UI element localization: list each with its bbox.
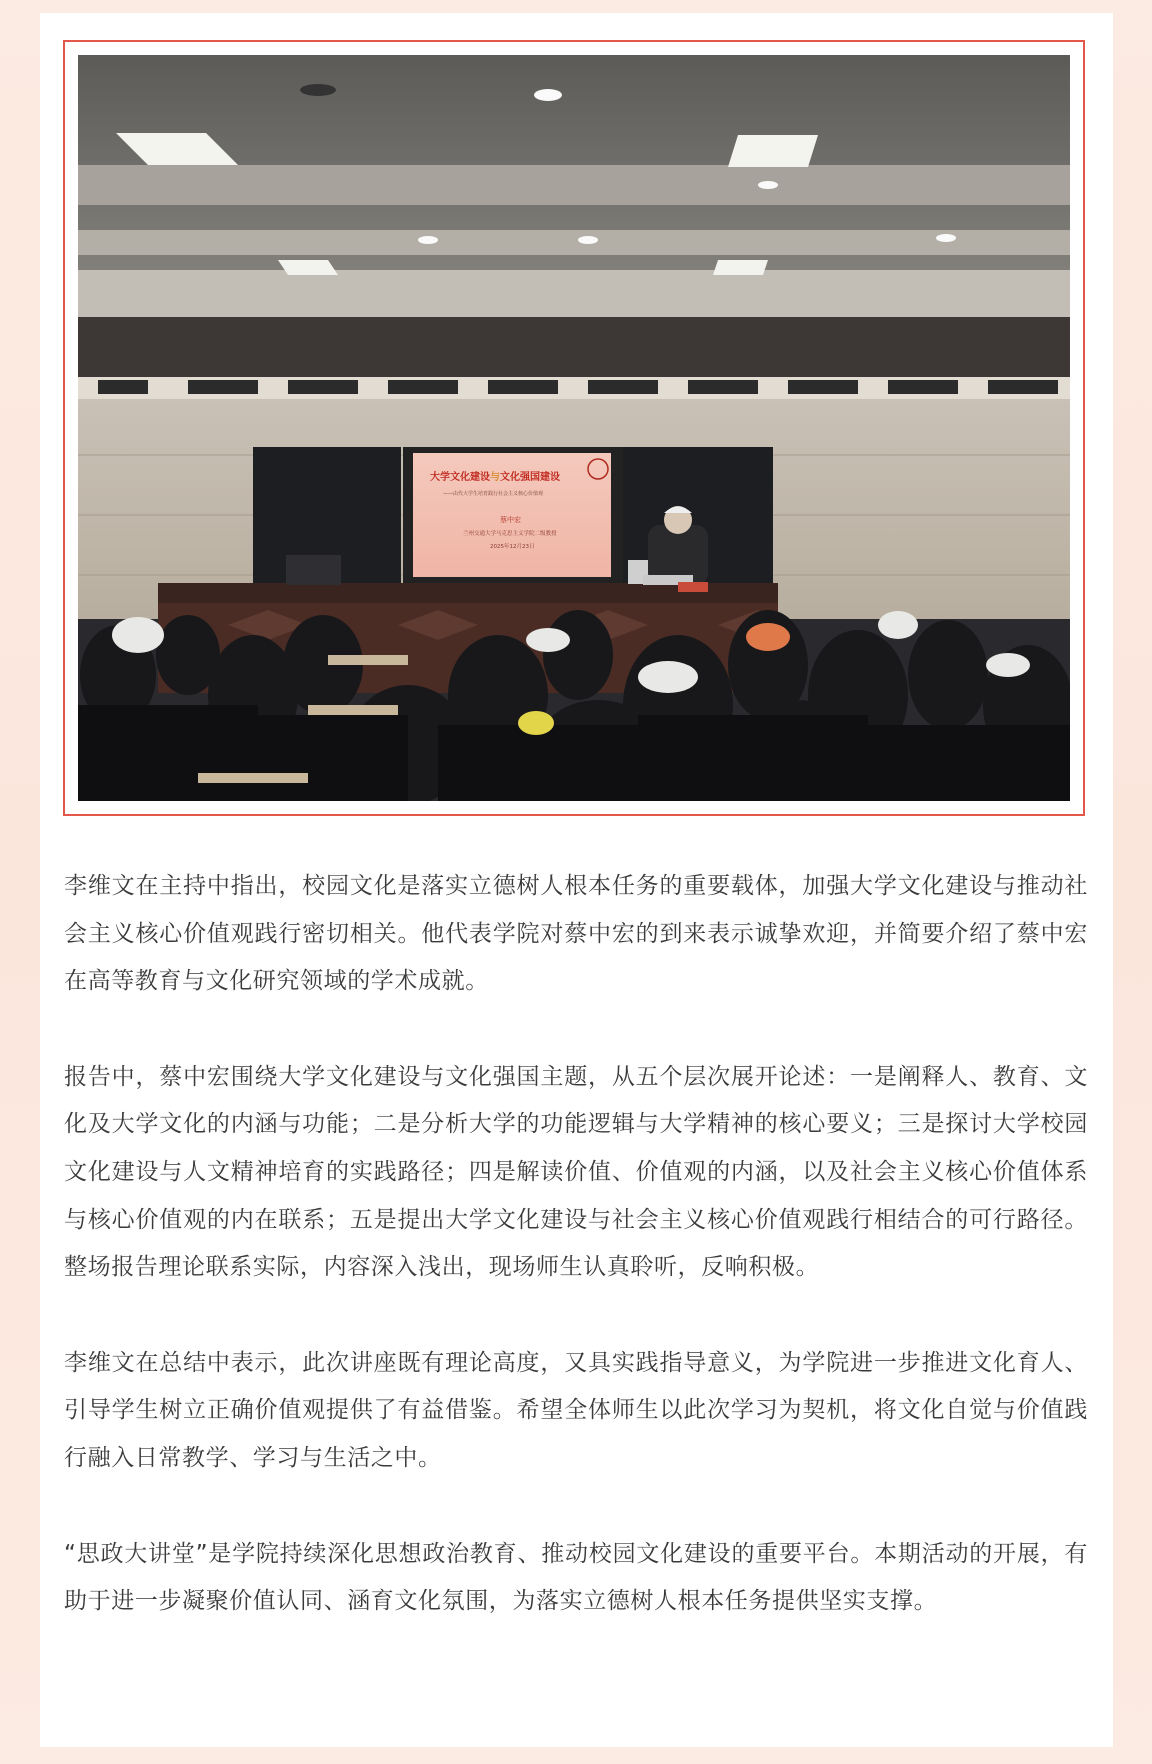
photo-frame: [63, 40, 1085, 816]
article-body: [64, 863, 1088, 1674]
slide-title: 大学文化建设与文化强国建设: [430, 472, 560, 483]
slide-speaker: 蔡中宏: [500, 516, 521, 524]
slide-affiliation: 兰州交通大学马克思主义学院二级教授: [463, 531, 557, 537]
article-paragraph: 报告中，蔡中宏围绕大学文化建设与文化强国主题，从五个层次展开论述：一是阐释人、教育、文化及大学文化的内涵与功能；二是分析大学的功能逻辑与大学精神的核心要义；三是探讨大学校园文化建设与人文精神培育的实践路径；四是解读价值、价值观的内涵，以及社会主义核心价值体系与核心价值观的内在联系；五是提出大学文化建设与社会主义核心价值观践行相结合的可行路径。整场报告理论联系实际，内容深入浅出，现场师生认真聆听，反响积极。: [64, 1063, 1088, 1281]
article-card: [40, 13, 1113, 1747]
lecture-hall-image: [78, 55, 1070, 801]
article-paragraph: “思政大讲堂”是学院持续深化思想政治教育、推动校园文化建设的重要平台。本期活动的开展，有助于进一步凝聚价值认同、涵育文化氛围，为落实立德树人根本任务提供坚实支撑。: [64, 1540, 1088, 1615]
article-paragraph: 李维文在总结中表示，此次讲座既有理论高度，又具实践指导意义，为学院进一步推进文化育人、引导学生树立正确价值观提供了有益借鉴。希望全体师生以此次学习为契机，将文化自觉与价值践行融入日常教学、学习与生活之中。: [64, 1349, 1088, 1471]
slide-subtitle: ——由代大学生培育践行社会主义核心价值观: [443, 491, 544, 497]
lecture-photo[interactable]: [78, 55, 1070, 801]
article-paragraph: 李维文在主持中指出，校园文化是落实立德树人根本任务的重要载体，加强大学文化建设与推动社会主义核心价值观践行密切相关。他代表学院对蔡中宏的到来表示诚挚欢迎，并简要介绍了蔡中宏在高等教育与文化研究领域的学术成就。: [64, 873, 1088, 995]
slide-date: 2025年12月23日: [490, 544, 535, 550]
